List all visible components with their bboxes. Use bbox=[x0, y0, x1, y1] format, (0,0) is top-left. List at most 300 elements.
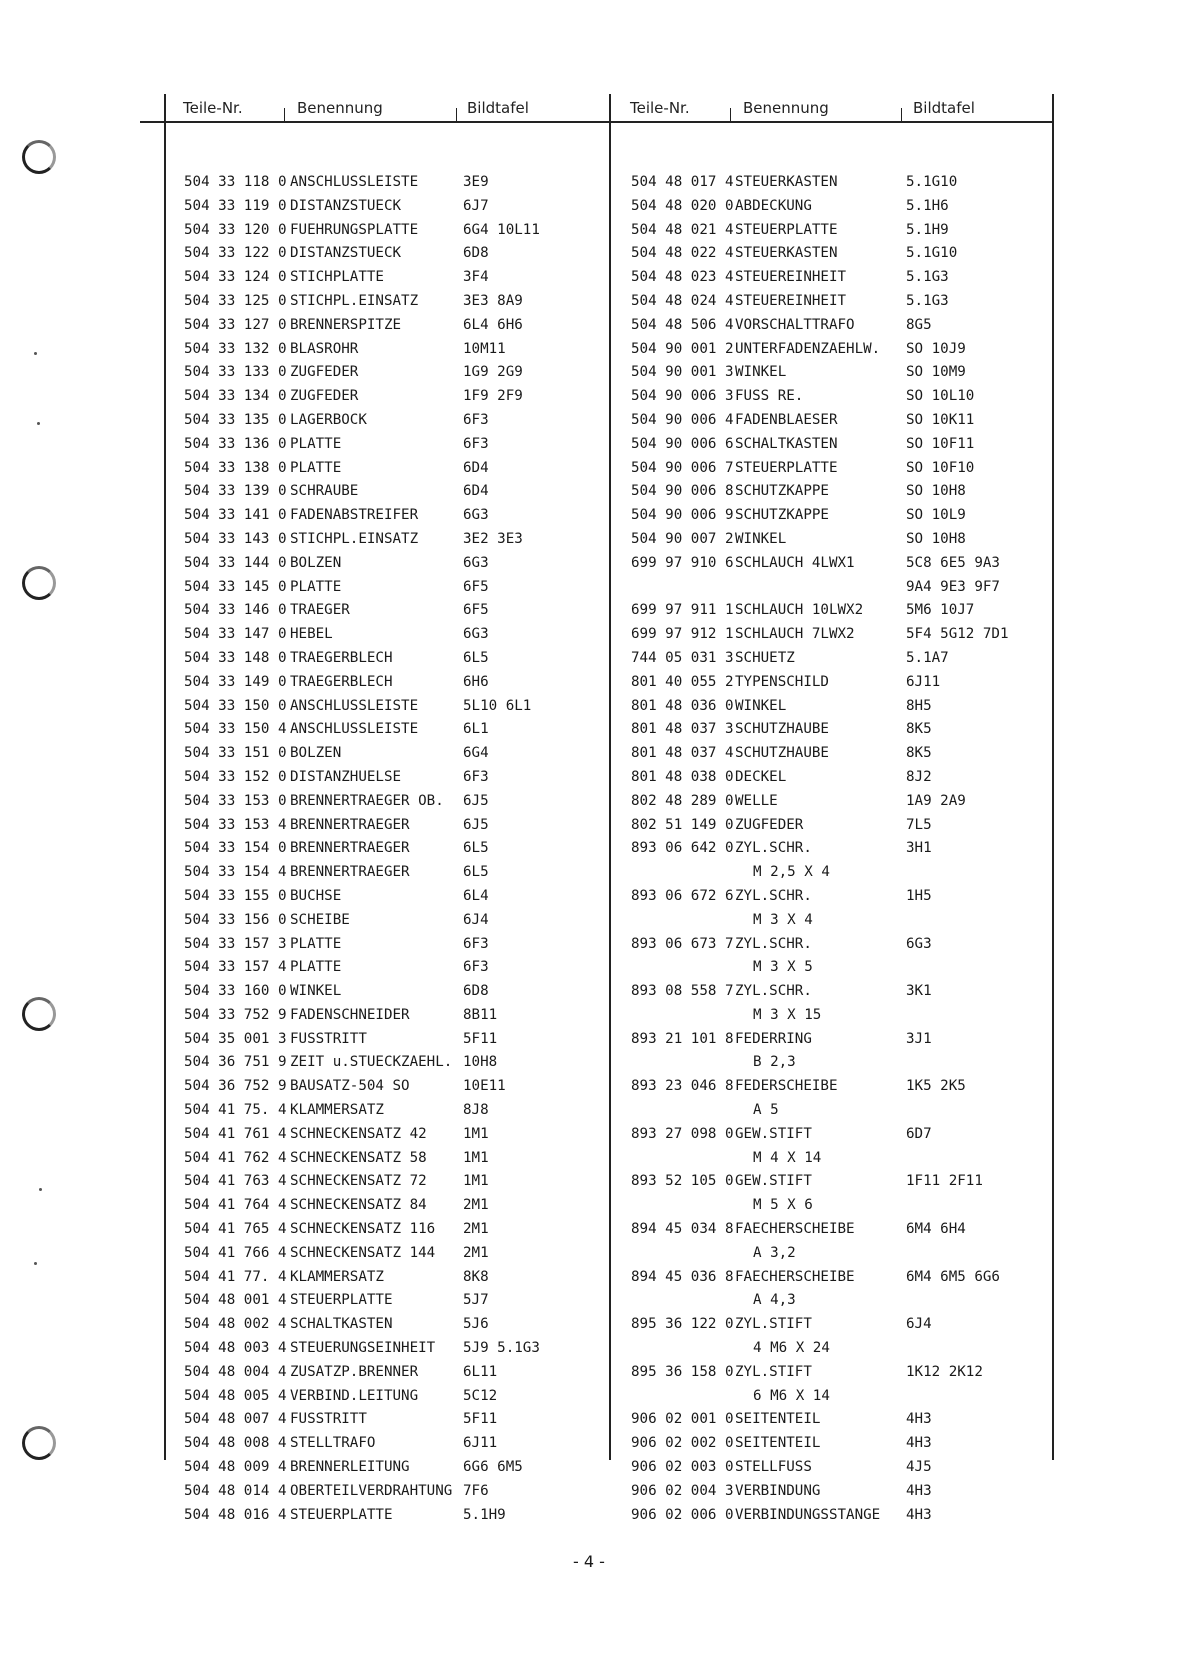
table-row bbox=[631, 171, 1051, 195]
part-name: ZYL.STIFT bbox=[735, 1316, 812, 1333]
table-row bbox=[631, 1266, 1051, 1290]
bildtafel-ref: SO 10J9 bbox=[906, 340, 966, 357]
bildtafel-ref: SO 10F10 bbox=[906, 459, 975, 476]
part-name: UNTERFADENZAEHLW. bbox=[735, 340, 881, 357]
part-number: 504 33 150 0 bbox=[184, 697, 287, 714]
bildtafel-ref: 6F3 bbox=[463, 411, 489, 428]
part-name: WELLE bbox=[735, 792, 778, 809]
part-name: ABDECKUNG bbox=[735, 197, 812, 214]
bildtafel-ref: 6L5 bbox=[463, 840, 489, 857]
part-number: 504 33 141 0 bbox=[184, 507, 287, 524]
bildtafel-ref: 6J5 bbox=[463, 816, 489, 833]
part-name: DISTANZSTUECK bbox=[290, 245, 402, 262]
table-row bbox=[631, 528, 1051, 552]
part-name: BRENNERSPITZE bbox=[290, 316, 402, 333]
table-row bbox=[631, 1361, 1051, 1385]
part-name: FUSSTRITT bbox=[290, 1411, 367, 1428]
bildtafel-ref: 6M4 6H4 bbox=[906, 1221, 966, 1238]
table-row bbox=[184, 361, 604, 385]
part-number: 504 33 139 0 bbox=[184, 483, 287, 500]
part-name: VORSCHALTTRAFO bbox=[735, 316, 855, 333]
bildtafel-ref: 6J4 bbox=[463, 911, 489, 928]
part-name: BRENNERLEITUNG bbox=[290, 1459, 410, 1476]
table-row bbox=[184, 837, 604, 861]
bildtafel-ref: 6L4 bbox=[463, 887, 489, 904]
scan-speck bbox=[39, 1188, 42, 1191]
part-name: GEW.STIFT bbox=[735, 1125, 812, 1142]
table-row bbox=[631, 480, 1051, 504]
part-name: DISTANZHUELSE bbox=[290, 768, 402, 785]
table-row bbox=[631, 457, 1051, 481]
table-row bbox=[631, 1289, 1051, 1313]
part-number: 504 33 151 0 bbox=[184, 745, 287, 762]
bildtafel-ref: 6G3 bbox=[463, 507, 489, 524]
table-row bbox=[631, 242, 1051, 266]
part-name: PLATTE bbox=[290, 435, 342, 452]
binder-hole bbox=[22, 140, 56, 174]
bildtafel-ref: 2M1 bbox=[463, 1221, 489, 1238]
bildtafel-ref: SO 10M9 bbox=[906, 364, 966, 381]
table-row bbox=[631, 361, 1051, 385]
part-number: 504 33 153 0 bbox=[184, 792, 287, 809]
part-name: OBERTEILVERDRAHTUNG bbox=[290, 1482, 453, 1499]
part-number: 504 33 136 0 bbox=[184, 435, 287, 452]
part-name: DECKEL bbox=[735, 768, 787, 785]
part-dimension: 6 M6 X 14 bbox=[753, 1387, 830, 1404]
bildtafel-ref: 6D4 bbox=[463, 459, 489, 476]
part-name: ZUGFEDER bbox=[290, 388, 359, 405]
bildtafel-ref: 8J8 bbox=[463, 1102, 489, 1119]
part-number: 699 97 912 1 bbox=[631, 626, 734, 643]
part-number: 504 48 022 4 bbox=[631, 245, 734, 262]
part-name: WINKEL bbox=[290, 983, 342, 1000]
bildtafel-ref: 5C12 bbox=[463, 1387, 498, 1404]
bildtafel-ref: 3J1 bbox=[906, 1030, 932, 1047]
header-bildtafel: Bildtafel bbox=[913, 99, 975, 117]
bildtafel-ref: 8K8 bbox=[463, 1268, 489, 1285]
part-name: BRENNERTRAEGER OB. bbox=[290, 792, 444, 809]
part-number: 504 48 007 4 bbox=[184, 1411, 287, 1428]
table-row bbox=[184, 1432, 604, 1456]
table-row bbox=[631, 1408, 1051, 1432]
part-number: 504 33 149 0 bbox=[184, 673, 287, 690]
part-name: TRAEGERBLECH bbox=[290, 649, 393, 666]
bildtafel-ref: 4J5 bbox=[906, 1459, 932, 1476]
table-row bbox=[184, 1385, 604, 1409]
bildtafel-ref: 8J2 bbox=[906, 768, 932, 785]
part-name: ZYL.SCHR. bbox=[735, 983, 812, 1000]
table-row bbox=[184, 1504, 604, 1528]
table-row bbox=[184, 528, 604, 552]
bildtafel-ref: 6L11 bbox=[463, 1363, 498, 1380]
part-number: 504 33 132 0 bbox=[184, 340, 287, 357]
table-row bbox=[631, 885, 1051, 909]
part-name: SCHLAUCH 4LWX1 bbox=[735, 554, 855, 571]
part-name: SCHUTZKAPPE bbox=[735, 507, 829, 524]
part-name: ZUGFEDER bbox=[290, 364, 359, 381]
bildtafel-ref: 6L1 bbox=[463, 721, 489, 738]
parts-list-left bbox=[184, 171, 604, 1527]
part-number: 504 33 160 0 bbox=[184, 983, 287, 1000]
part-number: 699 97 910 6 bbox=[631, 554, 734, 571]
part-number: 893 27 098 0 bbox=[631, 1125, 734, 1142]
part-name: STEUERPLATTE bbox=[290, 1292, 393, 1309]
bildtafel-ref: 5.1G3 bbox=[906, 269, 949, 286]
part-number: 504 48 008 4 bbox=[184, 1435, 287, 1452]
part-name: SCHNECKENSATZ 84 bbox=[290, 1197, 427, 1214]
part-name: PLATTE bbox=[290, 935, 342, 952]
part-name: BOLZEN bbox=[290, 745, 342, 762]
part-name: STEUERPLATTE bbox=[735, 221, 838, 238]
part-number: 893 23 046 8 bbox=[631, 1078, 734, 1095]
part-number: 504 48 003 4 bbox=[184, 1340, 287, 1357]
part-number: 504 90 006 6 bbox=[631, 435, 734, 452]
part-number: 504 33 120 0 bbox=[184, 221, 287, 238]
part-number: 504 48 004 4 bbox=[184, 1363, 287, 1380]
table-row bbox=[184, 409, 604, 433]
part-number: 504 41 765 4 bbox=[184, 1221, 287, 1238]
table-row bbox=[631, 1028, 1051, 1052]
bildtafel-ref: 2M1 bbox=[463, 1197, 489, 1214]
table-row bbox=[184, 1194, 604, 1218]
part-number: 504 35 001 3 bbox=[184, 1030, 287, 1047]
bildtafel-ref: 6G3 bbox=[463, 554, 489, 571]
part-name: LAGERBOCK bbox=[290, 411, 367, 428]
table-row bbox=[631, 314, 1051, 338]
part-number: 504 48 005 4 bbox=[184, 1387, 287, 1404]
table-row bbox=[184, 766, 604, 790]
part-name: FUEHRUNGSPLATTE bbox=[290, 221, 419, 238]
table-row bbox=[184, 480, 604, 504]
table-row bbox=[631, 647, 1051, 671]
table-row bbox=[184, 1337, 604, 1361]
part-number: 504 90 006 4 bbox=[631, 411, 734, 428]
table-row bbox=[184, 909, 604, 933]
part-number: 504 33 122 0 bbox=[184, 245, 287, 262]
table-row bbox=[184, 1361, 604, 1385]
part-name: ANSCHLUSSLEISTE bbox=[290, 721, 419, 738]
bildtafel-ref: 6F3 bbox=[463, 935, 489, 952]
part-number: 894 45 034 8 bbox=[631, 1221, 734, 1238]
part-name: SCHUETZ bbox=[735, 649, 795, 666]
header-tick bbox=[284, 108, 285, 122]
table-row bbox=[184, 956, 604, 980]
table-row bbox=[631, 409, 1051, 433]
part-dimension: M 2,5 X 4 bbox=[753, 864, 830, 881]
bildtafel-ref: 9A4 9E3 9F7 bbox=[906, 578, 1000, 595]
part-name: SCHUTZHAUBE bbox=[735, 721, 829, 738]
bildtafel-ref: 7L5 bbox=[906, 816, 932, 833]
part-name: SCHNECKENSATZ 72 bbox=[290, 1173, 427, 1190]
part-name: FAECHERSCHEIBE bbox=[735, 1268, 855, 1285]
part-number: 504 36 752 9 bbox=[184, 1078, 287, 1095]
part-name: ZYL.SCHR. bbox=[735, 840, 812, 857]
bildtafel-ref: 1K12 2K12 bbox=[906, 1363, 983, 1380]
part-name: FUSS RE. bbox=[735, 388, 804, 405]
table-row bbox=[184, 195, 604, 219]
part-number: 504 48 024 4 bbox=[631, 292, 734, 309]
part-number: 504 33 125 0 bbox=[184, 292, 287, 309]
part-number: 504 41 761 4 bbox=[184, 1125, 287, 1142]
bildtafel-ref: 6J5 bbox=[463, 792, 489, 809]
table-row bbox=[631, 790, 1051, 814]
table-row bbox=[631, 219, 1051, 243]
bildtafel-ref: 10E11 bbox=[463, 1078, 506, 1095]
part-number: 504 41 763 4 bbox=[184, 1173, 287, 1190]
table-row bbox=[184, 1099, 604, 1123]
part-number: 801 40 055 2 bbox=[631, 673, 734, 690]
bildtafel-ref: 7F6 bbox=[463, 1482, 489, 1499]
part-number: 504 33 124 0 bbox=[184, 269, 287, 286]
part-number: 504 33 156 0 bbox=[184, 911, 287, 928]
part-name: FEDERSCHEIBE bbox=[735, 1078, 838, 1095]
bildtafel-ref: 6F3 bbox=[463, 768, 489, 785]
part-name: GEW.STIFT bbox=[735, 1173, 812, 1190]
bildtafel-ref: 5M6 10J7 bbox=[906, 602, 975, 619]
part-number: 504 48 002 4 bbox=[184, 1316, 287, 1333]
part-number: 504 33 155 0 bbox=[184, 887, 287, 904]
bildtafel-ref: 3K1 bbox=[906, 983, 932, 1000]
table-row bbox=[184, 1289, 604, 1313]
table-row bbox=[184, 1408, 604, 1432]
part-name: WINKEL bbox=[735, 697, 787, 714]
part-number: 906 02 001 0 bbox=[631, 1411, 734, 1428]
part-name: VERBINDUNGSSTANGE bbox=[735, 1506, 881, 1523]
table-row bbox=[631, 599, 1051, 623]
bildtafel-ref: 6F3 bbox=[463, 435, 489, 452]
part-name: SEITENTEIL bbox=[735, 1411, 821, 1428]
part-name: BRENNERTRAEGER bbox=[290, 840, 410, 857]
binder-hole bbox=[22, 566, 56, 600]
part-number: 504 48 023 4 bbox=[631, 269, 734, 286]
part-number: 504 90 006 9 bbox=[631, 507, 734, 524]
table-row bbox=[631, 1218, 1051, 1242]
part-name: ANSCHLUSSLEISTE bbox=[290, 174, 419, 190]
table-row bbox=[184, 718, 604, 742]
part-number: 895 36 122 0 bbox=[631, 1316, 734, 1333]
part-name: FADENSCHNEIDER bbox=[290, 1006, 410, 1023]
bildtafel-ref: 6F3 bbox=[463, 959, 489, 976]
part-number: 906 02 004 3 bbox=[631, 1482, 734, 1499]
bildtafel-ref: 1H5 bbox=[906, 887, 932, 904]
part-name: FUSSTRITT bbox=[290, 1030, 367, 1047]
part-number: 744 05 031 3 bbox=[631, 649, 734, 666]
bildtafel-ref: 6G6 6M5 bbox=[463, 1459, 523, 1476]
part-name: PLATTE bbox=[290, 959, 342, 976]
bildtafel-ref: 6J4 bbox=[906, 1316, 932, 1333]
bildtafel-ref: 6M4 6M5 6G6 bbox=[906, 1268, 1000, 1285]
bildtafel-ref: 6J7 bbox=[463, 197, 489, 214]
part-name: KLAMMERSATZ bbox=[290, 1268, 384, 1285]
table-row bbox=[631, 338, 1051, 362]
table-row bbox=[631, 290, 1051, 314]
part-dimension: A 5 bbox=[753, 1102, 779, 1119]
table-row bbox=[184, 1242, 604, 1266]
bildtafel-ref: 8G5 bbox=[906, 316, 932, 333]
bildtafel-ref: 5J6 bbox=[463, 1316, 489, 1333]
table-row bbox=[631, 1147, 1051, 1171]
part-dimension: M 3 X 5 bbox=[753, 959, 813, 976]
part-number: 504 41 75. 4 bbox=[184, 1102, 287, 1119]
bildtafel-ref: 5.1A7 bbox=[906, 649, 949, 666]
bildtafel-ref: 5.1H9 bbox=[906, 221, 949, 238]
part-number: 504 33 154 0 bbox=[184, 840, 287, 857]
part-number: 893 06 673 7 bbox=[631, 935, 734, 952]
part-name: PLATTE bbox=[290, 459, 342, 476]
table-row bbox=[631, 980, 1051, 1004]
bildtafel-ref: 6J11 bbox=[463, 1435, 498, 1452]
bildtafel-ref: 1A9 2A9 bbox=[906, 792, 966, 809]
part-name: VERBIND.LEITUNG bbox=[290, 1387, 419, 1404]
part-name: FADENABSTREIFER bbox=[290, 507, 419, 524]
center-divider bbox=[609, 94, 611, 1460]
bildtafel-ref: 8H5 bbox=[906, 697, 932, 714]
table-row bbox=[184, 338, 604, 362]
bildtafel-ref: 8K5 bbox=[906, 721, 932, 738]
part-name: ZUGFEDER bbox=[735, 816, 804, 833]
part-name: STICHPLATTE bbox=[290, 269, 384, 286]
part-name: BUCHSE bbox=[290, 887, 342, 904]
bildtafel-ref: SO 10L9 bbox=[906, 507, 966, 524]
part-name: STICHPL.EINSATZ bbox=[290, 292, 419, 309]
table-row bbox=[184, 814, 604, 838]
table-row bbox=[184, 742, 604, 766]
binder-hole bbox=[22, 997, 56, 1031]
part-name: SCHUTZHAUBE bbox=[735, 745, 829, 762]
part-number: 906 02 003 0 bbox=[631, 1459, 734, 1476]
part-name: SCHNECKENSATZ 58 bbox=[290, 1149, 427, 1166]
bildtafel-ref: 6L5 bbox=[463, 649, 489, 666]
bildtafel-ref: 6L5 bbox=[463, 864, 489, 881]
part-name: FADENBLAESER bbox=[735, 411, 838, 428]
part-name: BLASROHR bbox=[290, 340, 359, 357]
table-row bbox=[631, 433, 1051, 457]
bildtafel-ref: SO 10L10 bbox=[906, 388, 975, 405]
part-name: ZYL.SCHR. bbox=[735, 887, 812, 904]
bildtafel-ref: 2M1 bbox=[463, 1244, 489, 1261]
part-dimension: A 4,3 bbox=[753, 1292, 796, 1309]
table-row bbox=[184, 242, 604, 266]
part-number: 504 41 762 4 bbox=[184, 1149, 287, 1166]
part-name: SEITENTEIL bbox=[735, 1435, 821, 1452]
table-row bbox=[631, 1456, 1051, 1480]
part-number: 504 41 764 4 bbox=[184, 1197, 287, 1214]
part-name: SCHLAUCH 10LWX2 bbox=[735, 602, 864, 619]
part-number: 504 48 021 4 bbox=[631, 221, 734, 238]
part-name: ZYL.SCHR. bbox=[735, 935, 812, 952]
table-row bbox=[184, 671, 604, 695]
table-row bbox=[631, 385, 1051, 409]
part-name: BAUSATZ-504 SO bbox=[290, 1078, 410, 1095]
table-row bbox=[184, 576, 604, 600]
table-row bbox=[631, 1170, 1051, 1194]
bildtafel-ref: 6L4 6H6 bbox=[463, 316, 523, 333]
header-rule bbox=[140, 121, 1054, 123]
part-name: ZEIT u.STUECKZAEHL. bbox=[290, 1054, 453, 1071]
table-row bbox=[631, 266, 1051, 290]
table-row bbox=[184, 1051, 604, 1075]
part-name: BRENNERTRAEGER bbox=[290, 864, 410, 881]
table-row bbox=[631, 552, 1051, 576]
bildtafel-ref: 5F11 bbox=[463, 1030, 498, 1047]
table-row bbox=[184, 1028, 604, 1052]
part-name: PLATTE bbox=[290, 578, 342, 595]
bildtafel-ref: 4H3 bbox=[906, 1506, 932, 1523]
part-number: 802 48 289 0 bbox=[631, 792, 734, 809]
bildtafel-ref: 1K5 2K5 bbox=[906, 1078, 966, 1095]
bildtafel-ref: 6D4 bbox=[463, 483, 489, 500]
part-number: 504 90 006 7 bbox=[631, 459, 734, 476]
table-row bbox=[184, 933, 604, 957]
bildtafel-ref: SO 10F11 bbox=[906, 435, 975, 452]
bildtafel-ref: 6F5 bbox=[463, 602, 489, 619]
table-row bbox=[631, 933, 1051, 957]
table-row bbox=[631, 623, 1051, 647]
part-number: 906 02 006 0 bbox=[631, 1506, 734, 1523]
table-row bbox=[631, 1075, 1051, 1099]
table-row bbox=[184, 1266, 604, 1290]
header-tick bbox=[901, 108, 902, 122]
table-row bbox=[631, 1337, 1051, 1361]
part-number: 504 33 145 0 bbox=[184, 578, 287, 595]
part-number: 906 02 002 0 bbox=[631, 1435, 734, 1452]
part-name: SCHEIBE bbox=[290, 911, 350, 928]
table-row bbox=[184, 1170, 604, 1194]
table-row bbox=[631, 195, 1051, 219]
part-name: ZYL.STIFT bbox=[735, 1363, 812, 1380]
part-name: STEUERUNGSEINHEIT bbox=[290, 1340, 436, 1357]
bildtafel-ref: 6D8 bbox=[463, 245, 489, 262]
part-name: ANSCHLUSSLEISTE bbox=[290, 697, 419, 714]
bildtafel-ref: 6D8 bbox=[463, 983, 489, 1000]
part-number: 893 06 672 6 bbox=[631, 887, 734, 904]
table-row bbox=[184, 623, 604, 647]
part-name: STELLFUSS bbox=[735, 1459, 812, 1476]
part-dimension: A 3,2 bbox=[753, 1244, 796, 1261]
part-name: VERBINDUNG bbox=[735, 1482, 821, 1499]
header-teile-nr: Teile-Nr. bbox=[183, 99, 243, 117]
part-number: 504 33 144 0 bbox=[184, 554, 287, 571]
table-row bbox=[631, 1123, 1051, 1147]
header-bildtafel: Bildtafel bbox=[467, 99, 529, 117]
bildtafel-ref: 6G3 bbox=[463, 626, 489, 643]
part-number: 801 48 038 0 bbox=[631, 768, 734, 785]
part-number: 504 48 016 4 bbox=[184, 1506, 287, 1523]
table-row bbox=[631, 1099, 1051, 1123]
part-number: 504 48 017 4 bbox=[631, 174, 734, 190]
header-tick bbox=[730, 108, 731, 122]
part-number: 801 48 036 0 bbox=[631, 697, 734, 714]
table-row bbox=[631, 956, 1051, 980]
part-number: 504 33 152 0 bbox=[184, 768, 287, 785]
part-name: BOLZEN bbox=[290, 554, 342, 571]
bildtafel-ref: 5.1G10 bbox=[906, 174, 958, 190]
part-number: 504 48 020 0 bbox=[631, 197, 734, 214]
part-number: 504 36 751 9 bbox=[184, 1054, 287, 1071]
part-number: 801 48 037 4 bbox=[631, 745, 734, 762]
bildtafel-ref: 3F4 bbox=[463, 269, 489, 286]
part-number: 504 90 006 8 bbox=[631, 483, 734, 500]
part-name: TYPENSCHILD bbox=[735, 673, 829, 690]
right-border bbox=[1052, 94, 1054, 1460]
parts-list-right bbox=[631, 171, 1051, 1527]
part-number: 504 41 766 4 bbox=[184, 1244, 287, 1261]
bildtafel-ref: SO 10H8 bbox=[906, 483, 966, 500]
part-number: 894 45 036 8 bbox=[631, 1268, 734, 1285]
bildtafel-ref: 3E3 8A9 bbox=[463, 292, 523, 309]
table-row bbox=[184, 1123, 604, 1147]
table-row bbox=[631, 1480, 1051, 1504]
